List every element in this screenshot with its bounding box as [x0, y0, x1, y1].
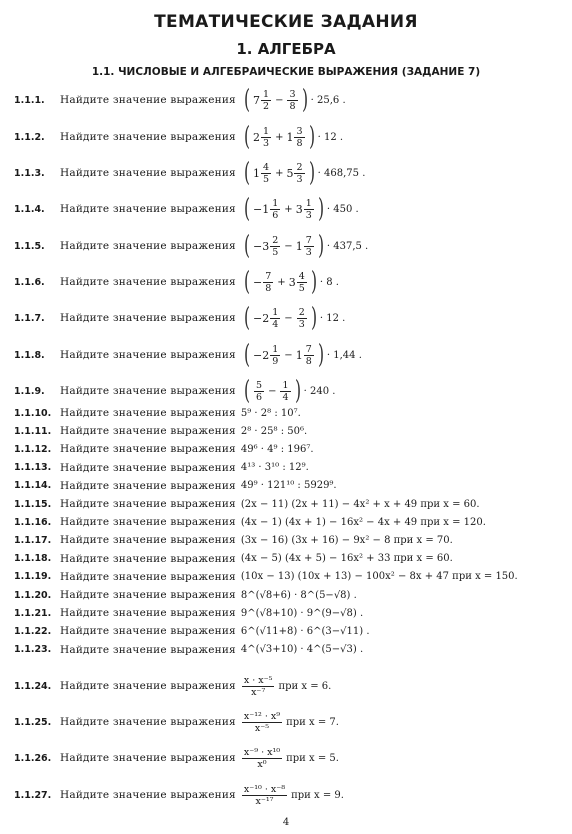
problem-prompt: Найдите значение выражения [60, 752, 236, 764]
problem-number: 1.1.21. [14, 607, 52, 619]
problem-prompt: Найдите значение выражения [60, 570, 236, 583]
operator: + [284, 203, 293, 215]
problem-item [14, 621, 570, 641]
problem-item [14, 676, 570, 696]
fraction [294, 162, 304, 185]
whole-part: 1 [286, 130, 294, 144]
expression: 4¹³ · 3¹⁰ : 12⁹. [240, 462, 309, 474]
problem-item [14, 439, 570, 459]
problem-item [14, 340, 570, 370]
problem-prompt: Найдите значение выражения [60, 680, 236, 692]
problem-item [14, 376, 570, 406]
problem-prompt: Найдите значение выражения [60, 516, 236, 529]
paren-close: ) [317, 194, 324, 224]
expression [241, 87, 346, 113]
problem-number: 1.1.5. [14, 240, 45, 252]
problem-number: 1.1.24. [14, 680, 52, 692]
fraction [280, 380, 290, 403]
fraction-numerator: 3 [296, 125, 303, 137]
paren-close: ) [301, 85, 308, 115]
fraction-numerator: 7 [305, 234, 312, 246]
whole-part: 1 [295, 348, 303, 362]
problem-prompt: Найдите значение выражения [60, 94, 236, 106]
paren-close: ) [294, 376, 301, 406]
paren-open: ( [243, 303, 250, 333]
whole-part: −1 [253, 202, 270, 216]
condition: при x = 5. [286, 752, 339, 764]
problem-prompt: Найдите значение выражения [60, 425, 236, 438]
problem-prompt: Найдите значение выражения [60, 349, 236, 361]
paren-close: ) [317, 231, 324, 261]
whole-part: 1 [295, 239, 303, 253]
expression: 2⁸ · 25⁸ : 50⁶. [240, 425, 308, 437]
expression [241, 160, 366, 186]
problem-item [14, 512, 570, 532]
fraction-denominator: 4 [282, 391, 289, 403]
paren-open: ( [243, 194, 250, 224]
problem-prompt: Найдите значение выражения [60, 240, 236, 252]
problem-prompt: Найдите значение выражения [60, 276, 236, 288]
expression: (2x − 11) (2x + 11) − 4x² + x + 49 при x = 60. [240, 498, 480, 510]
expression: 5⁹ · 2⁸ : 10⁷. [240, 407, 301, 419]
expression: 9^(√8+10) · 9^(9−√8) . [240, 607, 364, 619]
problem-item [14, 158, 570, 188]
expression [241, 784, 347, 807]
fraction [261, 126, 271, 149]
fraction-numerator: 4 [263, 161, 270, 173]
paren-close: ) [308, 122, 315, 152]
fraction [242, 675, 275, 698]
fraction [270, 235, 280, 258]
fraction [270, 344, 280, 367]
paren-open: ( [243, 85, 250, 115]
problem-number: 1.1.16. [14, 516, 52, 528]
fraction-denominator: 2 [263, 100, 270, 112]
expression: 4^(√3+10) · 4^(5−√3) . [240, 644, 364, 656]
whole-part: 2 [253, 130, 261, 144]
fraction-numerator: 1 [263, 88, 270, 100]
operator: − [268, 385, 277, 397]
problem-number: 1.1.26. [14, 752, 52, 764]
fraction-numerator: 2 [296, 161, 303, 173]
problem-number: 1.1.22. [14, 625, 52, 637]
fraction [304, 235, 314, 258]
fraction-numerator: 7 [305, 343, 312, 355]
problem-number: 1.1.7. [14, 312, 45, 324]
fraction [294, 126, 304, 149]
whole-part: −3 [253, 239, 270, 253]
fraction-numerator: 1 [272, 343, 279, 355]
paren-open: ( [243, 267, 250, 297]
expression [241, 196, 359, 222]
problem-prompt: Найдите значение выражения [60, 203, 236, 215]
section-title: 1. АЛГЕБРА [236, 40, 336, 58]
problem-number: 1.1.4. [14, 203, 45, 215]
fraction [270, 198, 280, 221]
problem-item [14, 421, 570, 441]
fraction [304, 198, 314, 221]
problem-item [14, 476, 570, 496]
fraction [242, 747, 282, 770]
problem-prompt: Найдите значение выражения [60, 167, 236, 179]
fraction-numerator: 7 [265, 270, 272, 282]
fraction-denominator: x⁻⁷ [251, 686, 266, 698]
operator: − [284, 349, 293, 361]
fraction-numerator: x · x⁻⁵ [243, 674, 273, 686]
problem-number: 1.1.23. [14, 644, 52, 656]
fraction [270, 307, 280, 330]
problem-prompt: Найдите значение выражения [60, 385, 236, 397]
multiplier: · 12 . [319, 312, 346, 324]
fraction [304, 344, 314, 367]
fraction-numerator: 2 [272, 234, 279, 246]
multiplier: · 450 . [326, 203, 359, 215]
fraction-denominator: 6 [272, 209, 279, 221]
paren-open: ( [243, 158, 250, 188]
fraction-numerator: 5 [256, 379, 263, 391]
paren-close: ) [310, 303, 317, 333]
problem-item [14, 194, 570, 224]
fraction-numerator: x⁻¹⁰ · x⁻⁸ [243, 783, 286, 795]
expression: (4x − 5) (4x + 5) − 16x² + 33 при x = 60. [240, 553, 453, 565]
fraction-denominator: 8 [265, 282, 272, 294]
fraction [261, 162, 271, 185]
fraction-numerator: 2 [298, 306, 305, 318]
problem-number: 1.1.9. [14, 385, 45, 397]
fraction-denominator: 3 [263, 137, 270, 149]
whole-part: −2 [253, 311, 270, 325]
multiplier: · 25,6 . [310, 94, 346, 106]
problem-number: 1.1.10. [14, 407, 52, 419]
fraction-denominator: 8 [305, 355, 312, 367]
paren-open: ( [243, 122, 250, 152]
problem-prompt: Найдите значение выражения [60, 479, 236, 492]
problem-prompt: Найдите значение выражения [60, 625, 236, 638]
fraction-denominator: 8 [289, 100, 296, 112]
paren-close: ) [308, 158, 315, 188]
expression [241, 124, 343, 150]
multiplier: · 8 . [319, 276, 339, 288]
fraction-denominator: 8 [296, 137, 303, 149]
problem-prompt: Найдите значение выражения [60, 643, 236, 656]
fraction-numerator: 1 [272, 306, 279, 318]
fraction [261, 89, 271, 112]
problem-prompt: Найдите значение выражения [60, 716, 236, 728]
problem-number: 1.1.19. [14, 571, 52, 583]
expression: (3x − 16) (3x + 16) − 9x² − 8 при x = 70. [240, 534, 453, 546]
problem-number: 1.1.6. [14, 276, 45, 288]
expression: 6^(√11+8) · 6^(3−√11) . [240, 625, 370, 637]
problem-item [14, 549, 570, 569]
fraction-denominator: x⁻⁵ [254, 722, 270, 734]
problem-item [14, 603, 570, 623]
fraction [263, 271, 273, 294]
whole-part: 7 [253, 93, 261, 107]
subsection-title: 1.1. ЧИСЛОВЫЕ И АЛГЕБРАИЧЕСКИЕ ВЫРАЖЕНИЯ (ЗАДАНИЕ 7) [91, 66, 481, 78]
operator: − [275, 94, 284, 106]
fraction-denominator: 5 [272, 246, 279, 258]
fraction-numerator: 1 [272, 197, 279, 209]
problem-number: 1.1.25. [14, 716, 52, 728]
multiplier: · 1,44 . [326, 349, 362, 361]
problem-prompt: Найдите значение выражения [60, 607, 236, 620]
problem-item [14, 585, 570, 605]
whole-part: 5 [286, 166, 294, 180]
fraction-numerator: 4 [298, 270, 305, 282]
fraction-numerator: x⁻¹² · x⁹ [243, 710, 281, 722]
whole-part: 1 [253, 166, 261, 180]
fraction [242, 784, 287, 807]
condition: при x = 7. [286, 716, 339, 728]
paren-open: ( [243, 231, 250, 261]
expression [241, 711, 342, 734]
condition: при x = 6. [278, 680, 332, 692]
problem-prompt: Найдите значение выражения [60, 552, 236, 565]
problem-number: 1.1.2. [14, 131, 45, 143]
fraction-numerator: x⁻⁹ · x¹⁰ [243, 746, 281, 758]
problem-item [14, 122, 570, 152]
expression: (4x − 1) (4x + 1) − 16x² − 4x + 49 при x = 120. [240, 516, 486, 528]
paren-close: ) [317, 340, 324, 370]
page-title: ТЕМАТИЧЕСКИЕ ЗАДАНИЯ [154, 12, 418, 32]
operator: + [275, 167, 284, 179]
problem-number: 1.1.8. [14, 349, 45, 361]
fraction-denominator: 9 [272, 355, 279, 367]
problem-prompt: Найдите значение выражения [60, 407, 236, 419]
expression [241, 305, 345, 331]
fraction-denominator: 5 [263, 173, 270, 185]
fraction [297, 271, 307, 294]
expression: 49⁶ · 4⁹ : 196⁷. [240, 443, 314, 455]
fraction-denominator: 3 [298, 318, 305, 330]
problem-prompt: Найдите значение выражения [60, 789, 236, 801]
problem-prompt: Найдите значение выражения [60, 312, 236, 324]
problem-prompt: Найдите значение выражения [60, 589, 236, 601]
fraction-numerator: 1 [305, 197, 312, 209]
problem-item [14, 748, 570, 768]
problem-item [14, 494, 570, 514]
fraction-denominator: 6 [256, 391, 263, 403]
problem-number: 1.1.18. [14, 553, 52, 565]
fraction-denominator: 3 [305, 246, 312, 258]
problem-number: 1.1.14. [14, 480, 52, 492]
problem-number: 1.1.12. [14, 443, 52, 455]
problem-item [14, 640, 570, 660]
problem-item [14, 530, 570, 550]
expression [241, 269, 339, 295]
fraction-denominator: x⁻¹⁷ [255, 795, 274, 807]
expression [241, 747, 342, 770]
fraction-numerator: 3 [289, 88, 296, 100]
fraction-denominator: 3 [305, 209, 312, 221]
expression: 49⁹ · 121¹⁰ : 5929⁹. [240, 480, 337, 492]
expression [241, 378, 336, 404]
multiplier: · 437,5 . [326, 240, 369, 252]
whole-part: −2 [253, 348, 270, 362]
problem-number: 1.1.3. [14, 167, 45, 179]
expression: (10x − 13) (10x + 13) − 100x² − 8x + 47 при x = 150. [240, 571, 518, 583]
paren-close: ) [310, 267, 317, 297]
problem-prompt: Найдите значение выражения [60, 498, 236, 510]
whole-part: 3 [288, 275, 296, 289]
problem-number: 1.1.13. [14, 462, 52, 474]
problem-item [14, 231, 570, 261]
fraction-denominator: 5 [298, 282, 305, 294]
problem-number: 1.1.15. [14, 498, 52, 510]
operator: − [284, 312, 293, 324]
fraction [287, 89, 297, 112]
fraction [242, 711, 282, 734]
condition: при x = 9. [291, 789, 344, 801]
multiplier: · 240 . [303, 385, 336, 397]
operator: − [284, 240, 293, 252]
problem-item [14, 303, 570, 333]
multiplier: · 12 . [317, 131, 344, 143]
fraction-denominator: 4 [272, 318, 279, 330]
problem-item [14, 712, 570, 732]
expression [241, 342, 362, 368]
expression [241, 675, 334, 698]
problem-prompt: Найдите значение выражения [60, 461, 236, 474]
paren-open: ( [243, 376, 250, 406]
multiplier: · 468,75 . [317, 167, 366, 179]
problem-item [14, 567, 570, 587]
operator: + [275, 131, 284, 143]
paren-open: ( [243, 340, 250, 370]
problem-item [14, 458, 570, 478]
problem-number: 1.1.17. [14, 534, 52, 546]
problem-number: 1.1.1. [14, 94, 45, 106]
problem-number: 1.1.20. [14, 589, 52, 601]
fraction [297, 307, 307, 330]
problem-number: 1.1.27. [14, 789, 52, 801]
expression: 8^(√8+6) · 8^(5−√8) . [240, 589, 357, 601]
fraction-numerator: 1 [282, 379, 289, 391]
problem-prompt: Найдите значение выражения [60, 534, 236, 547]
problem-item [14, 403, 570, 423]
fraction-denominator: x⁰ [257, 758, 267, 770]
problem-number: 1.1.11. [14, 425, 52, 437]
problem-prompt: Найдите значение выражения [60, 131, 236, 143]
problem-item [14, 785, 570, 805]
fraction [254, 380, 264, 403]
page-number: 4 [282, 817, 290, 828]
operator: + [277, 276, 286, 288]
whole-part: − [253, 275, 263, 289]
fraction-denominator: 3 [296, 173, 303, 185]
expression [241, 233, 368, 259]
whole-part: 3 [295, 202, 303, 216]
fraction-numerator: 1 [263, 125, 270, 137]
problem-item [14, 85, 570, 115]
problem-item [14, 267, 570, 297]
problem-prompt: Найдите значение выражения [60, 443, 236, 456]
